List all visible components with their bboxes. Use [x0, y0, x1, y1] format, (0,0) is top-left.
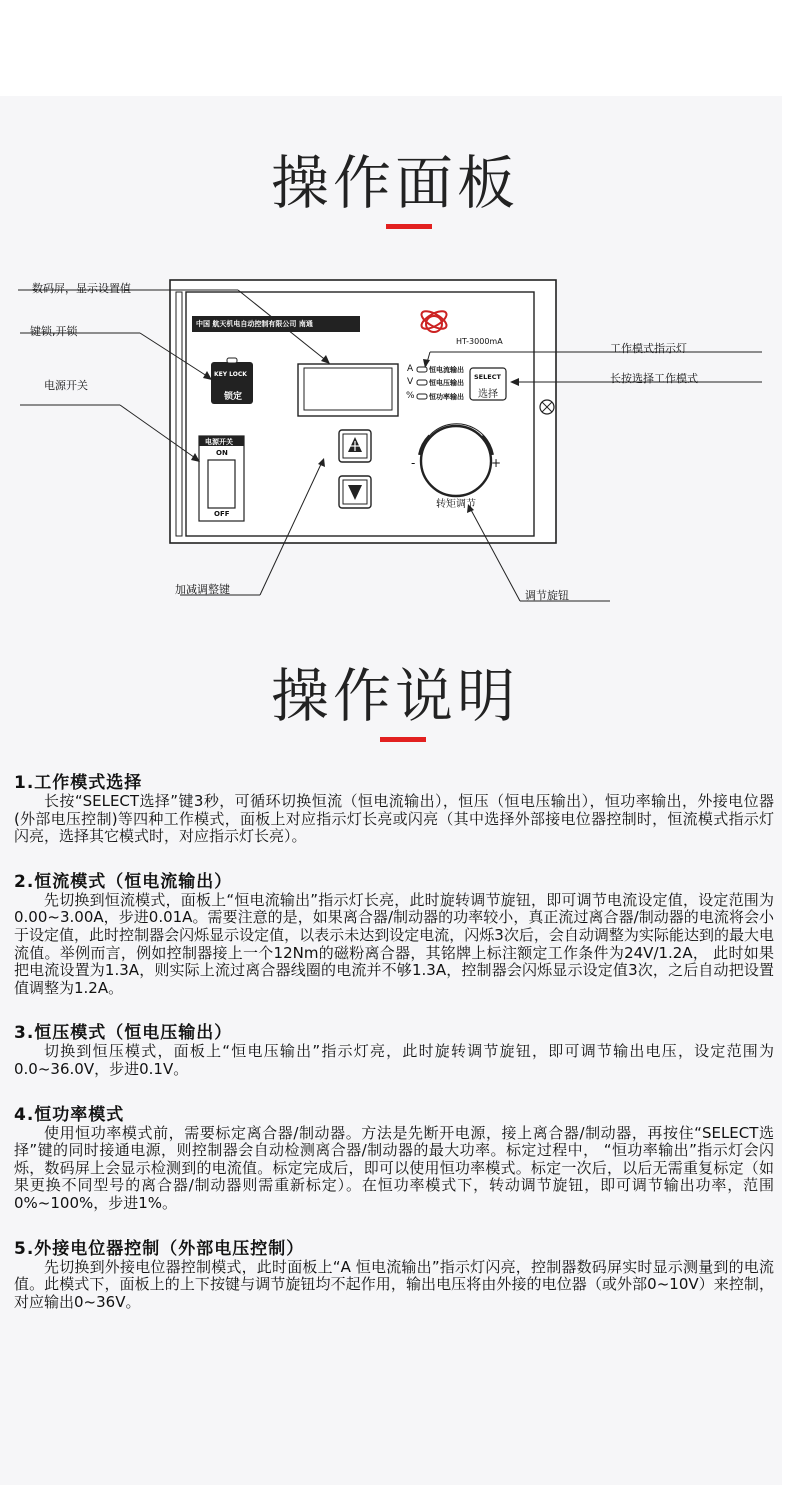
indicator-v-text: 恒电压输出	[429, 379, 464, 387]
company-name: 中国 航天机电自动控制有限公司 南通	[196, 320, 313, 328]
indicator-v-unit: V	[407, 377, 414, 387]
callout-select-label: 长按选择工作模式	[610, 372, 698, 385]
top-margin	[0, 0, 790, 96]
callout-power-label: 电源开关	[44, 379, 88, 392]
callout-updown-label: 加减调整键	[175, 583, 230, 596]
section-heading: 1.工作模式选择	[14, 773, 143, 793]
title-underline-2	[380, 737, 426, 742]
adjust-knob	[421, 426, 491, 496]
knob-plus-label: +	[491, 456, 502, 470]
panel-drawing	[0, 270, 790, 610]
power-switch-label: 电源开关	[205, 438, 233, 446]
indicator-pct-unit: %	[406, 391, 415, 401]
digital-display	[298, 364, 398, 416]
select-cn-label: 选择	[478, 389, 498, 400]
panel-diagram	[0, 270, 790, 610]
title-underline	[386, 224, 432, 229]
instructions-list	[14, 773, 774, 1323]
section-body: 先切换到外接电位器控制模式，此时面板上“A 恒电流输出”指示灯闪亮，控制器数码屏实时显示测量到的电流值。此模式下，面板上的上下按键与调节旋钮均不起作用，输出电压将由外接的电位器（或外部0~10V）来控制，对应输出0~36V。	[14, 1257, 774, 1311]
callout-indicator-label: 工作模式指示灯	[610, 342, 687, 355]
instruction-section	[14, 1105, 774, 1213]
power-on-label: ON	[216, 449, 228, 457]
panel-section-title: 操作面板	[270, 149, 519, 217]
section-body: 使用恒功率模式前，需要标定离合器/制动器。方法是先断开电源，接上离合器/制动器，再按住“SELECT选择”键的同时接通电源，则控制器会自动检测离合器/制动器的最大功率。标定过程中， “恒功率输出”指示灯会闪烁，数码屏上会显示检测到的电流值。标定完成后，即可以使用恒功率模式。标定一次后，以后无需重复标定（如果更换不同型号的离合器/制动器则需重新标定）。在恒功率模式下，转动调节旋钮，即可调节输出功率，范围0%~100%，步进1%。	[14, 1123, 774, 1212]
instruction-section	[14, 1023, 774, 1078]
model-number: HT-3000mA	[456, 337, 503, 346]
instructions-section-title: 操作说明	[270, 662, 519, 730]
keylock-cn-label: 锁定	[224, 392, 243, 402]
section-body: 先切换到恒流模式，面板上“恒电流输出”指示灯长亮，此时旋转调节旋钮，即可调节电流设定值，设定范围为0.00~3.00A，步进0.01A。需要注意的是，如果离合器/制动器的功率较小，真正流过离合器/制动器的电流将会小于设定值，此时控制器会闪烁显示设定值，以表示未达到设定电流，闪烁3次后，会自动调整为实际能达到的最大电流值。举例而言，例如控制器接上一个12Nm的磁粉离合器，其铭牌上标注额定工作条件为24V/1.2A， 此时如果把电流设置为1.3A，则实际上流过离合器线圈的电流并不够1.3A，控制器会闪烁显示设定值3次，之后自动把设置值调整为1.2A。	[14, 890, 774, 997]
indicator-a-unit: A	[407, 364, 414, 374]
section-heading: 3.恒压模式（恒电压输出）	[14, 1023, 233, 1044]
instruction-section	[14, 872, 774, 998]
instruction-section	[14, 773, 774, 846]
section-body: 切换到恒压模式，面板上“恒电压输出”指示灯亮，此时旋转调节旋钮，即可调节输出电压，设定范围为0.0~36.0V，步进0.1V。	[14, 1042, 774, 1078]
section-body: 长按“SELECT选择”键3秒，可循环切换恒流（恒电流输出），恒压（恒电压输出），恒功率输出，外接电位器(外部电压控制)等四种工作模式，面板上对应指示灯长亮或闪亮（其中选择外部接电位器控制时，恒流模式指示灯闪亮，选择其它模式时，对应指示灯长亮）。	[14, 792, 774, 846]
indicator-pct-text: 恒功率输出	[429, 393, 464, 401]
instruction-section	[14, 1239, 774, 1312]
callout-knob-label: 调节旋钮	[525, 589, 569, 602]
knob-label: 转矩调节	[436, 499, 476, 510]
indicator-a-text: 恒电流输出	[429, 366, 464, 374]
section-heading: 5.外接电位器控制（外部电压控制）	[14, 1238, 305, 1259]
knob-minus-label: -	[411, 456, 416, 470]
callout-display-label: 数码屏，显示设置值	[32, 282, 131, 295]
section-heading: 4.恒功率模式	[14, 1104, 125, 1125]
keylock-label: KEY LOCK	[214, 371, 247, 378]
select-en-label: SELECT	[474, 373, 501, 381]
section-heading: 2.恒流模式（恒电流输出）	[14, 871, 233, 892]
power-off-label: OFF	[214, 510, 230, 518]
callout-keylock-label: 键锁,开锁	[30, 325, 78, 338]
